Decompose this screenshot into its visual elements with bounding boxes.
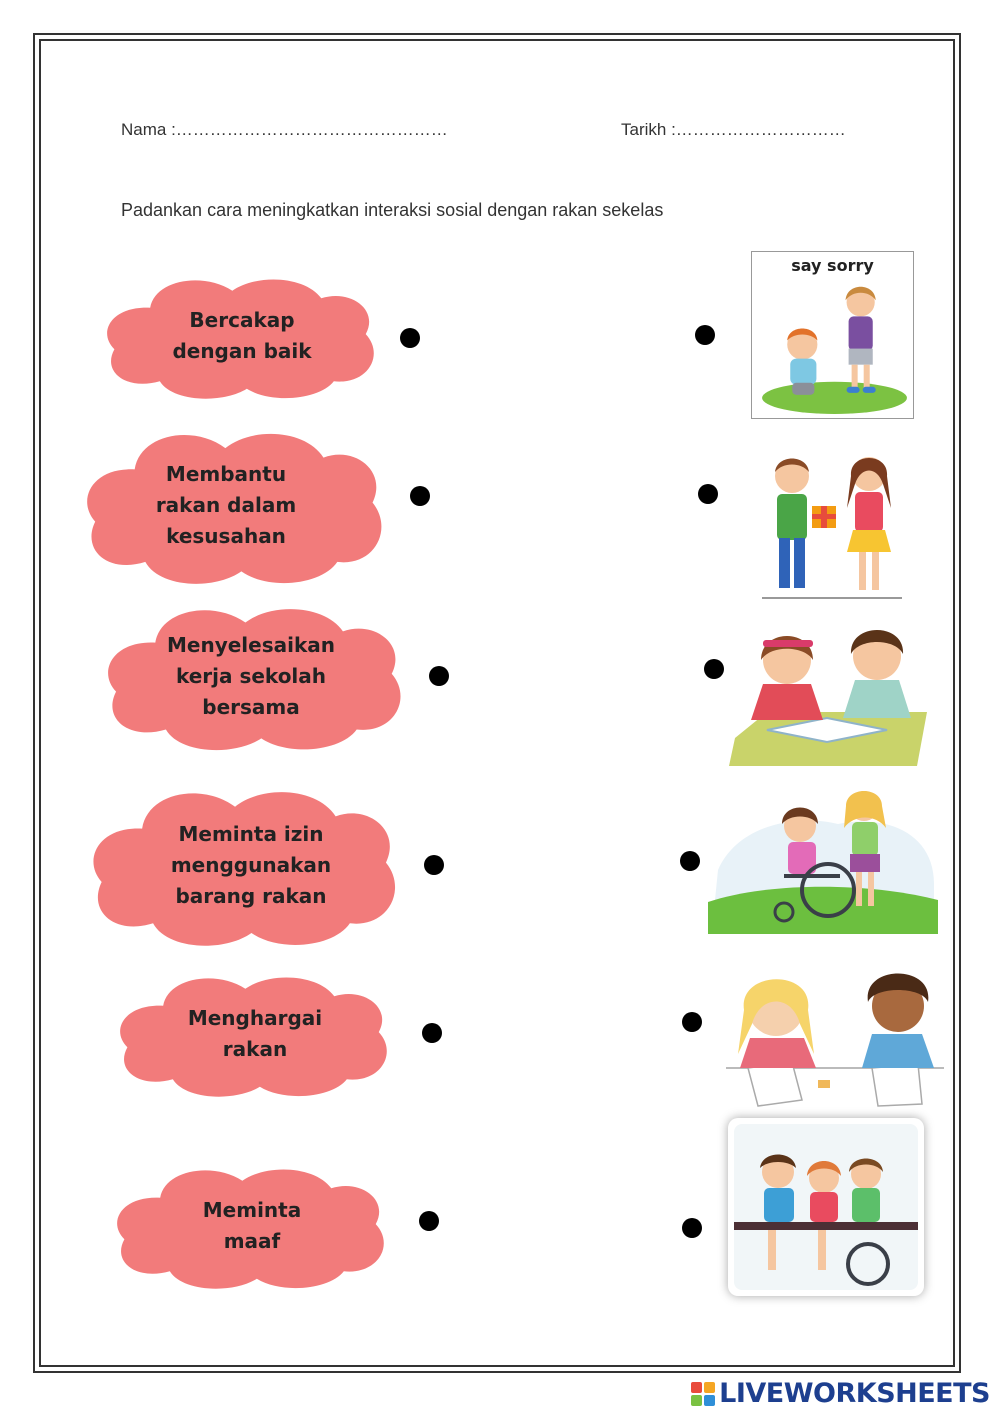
cloud-item-4 <box>82 780 410 950</box>
cloud-item-1-label: Bercakap dengan baik <box>172 308 312 363</box>
right-dot-2[interactable] <box>698 484 718 504</box>
cloud-item-5-label: Menghargai rakan <box>187 1006 323 1061</box>
left-dot-1[interactable] <box>400 328 420 348</box>
liveworksheets-logo <box>691 1378 990 1409</box>
date-field-label: Tarikh :………………………… <box>621 120 846 139</box>
sharing-pencil-picture <box>722 964 948 1110</box>
cloud-item-4-label: Meminta izin menggunakan barang rakan <box>170 821 332 908</box>
cloud-item-2 <box>76 422 396 588</box>
left-dot-6[interactable] <box>419 1211 439 1231</box>
left-dot-5[interactable] <box>422 1023 442 1043</box>
wheelchair-help-picture <box>708 784 938 934</box>
left-dot-3[interactable] <box>429 666 449 686</box>
say-sorry-picture <box>751 251 914 419</box>
right-dot-3[interactable] <box>704 659 724 679</box>
right-dot-1[interactable] <box>695 325 715 345</box>
cloud-item-5 <box>110 968 400 1100</box>
liveworksheets-icon <box>691 1382 715 1406</box>
brand-name: LIVEWORKSHEETS <box>719 1378 990 1409</box>
cloud-item-6-label: Meminta maaf <box>202 1198 302 1253</box>
right-dot-5[interactable] <box>682 1012 702 1032</box>
gift-giving-picture <box>757 448 907 604</box>
cloud-item-3-label: Menyelesaikan kerja sekolah bersama <box>166 632 336 719</box>
left-dot-4[interactable] <box>424 855 444 875</box>
right-dot-6[interactable] <box>682 1218 702 1238</box>
left-dot-2[interactable] <box>410 486 430 506</box>
group-table-picture <box>728 1118 924 1296</box>
name-field-label: Nama :………………………………………… <box>121 120 448 139</box>
cloud-item-3 <box>97 598 415 754</box>
right-dot-4[interactable] <box>680 851 700 871</box>
cloud-item-6 <box>107 1160 397 1292</box>
cloud-item-1 <box>97 270 387 402</box>
picture-caption: say sorry <box>791 256 874 275</box>
cloud-item-2-label: Membantu rakan dalam kesusahan <box>155 461 297 548</box>
studying-together-picture <box>727 620 933 770</box>
instruction-text: Padankan cara meningkatkan interaksi sosial dengan rakan sekelas <box>121 200 664 220</box>
